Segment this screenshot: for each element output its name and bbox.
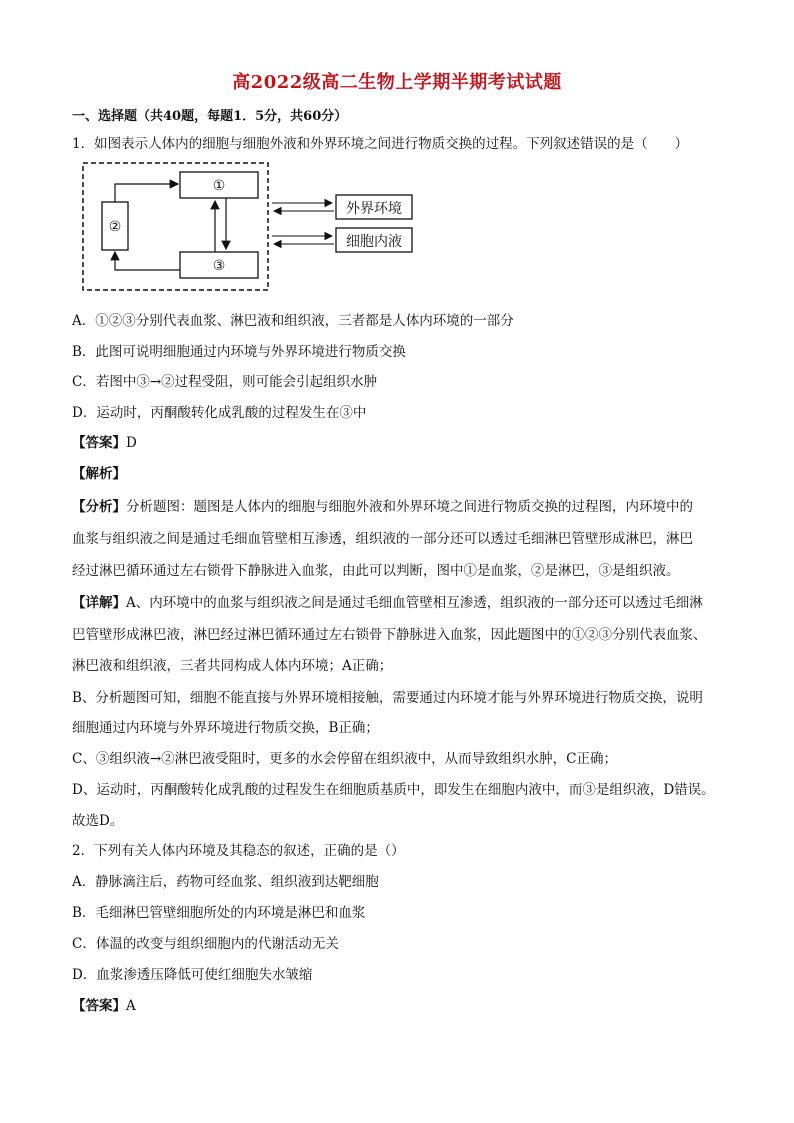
fenxi-line-1 [72,497,693,517]
xiangjie-line-3: 淋巴液和组织液，三者共同构成人体内环境；A正确； [72,658,393,674]
arrow-3-to-2 [115,252,180,270]
fenxi-label: 【分析】 [72,499,126,515]
xiangjie-line-2: 巴管壁形成淋巴液，淋巴经过淋巴循环通过左右锁骨下静脉进入血浆，因此题图中的①②③分别代表血浆、 [72,627,707,643]
q2-option-a: A．静脉滴注后，药物可经血浆、组织液到达靶细胞 [72,874,379,890]
q2-answer [72,996,136,1016]
xiangjie-line-1 [72,593,703,613]
q1-option-c: C．若图中③→②过程受阻，则可能会引起组织水肿 [72,374,378,390]
answer-label: 【答案】 [72,435,126,451]
xiangjie-line-6: C、③组织液→②淋巴液受阻时，更多的水会停留在组织液中，从而导致组织水肿，C正确； [72,751,617,767]
question-1-stem: 1．如图表示人体内的细胞与细胞外液和外界环境之间进行物质交换的过程。下列叙述错误的是（ ） [72,136,689,152]
box-3-label: ③ [212,258,226,274]
intracellular-fluid-label: 细胞内液 [346,234,402,250]
xiangjie-line-7: D、运动时，丙酮酸转化成乳酸的过程发生在细胞质基质中，即发生在细胞内液中，而③是组织液，D错误。 [72,782,715,798]
xiangjie-label: 【详解】 [72,595,126,611]
q2-option-d: D．血浆渗透压降低可使红细胞失水皱缩 [72,967,313,983]
q2-answer-label: 【答案】 [72,998,126,1014]
q2-option-c: C．体温的改变与组织细胞内的代谢活动无关 [72,936,339,952]
arrow-2-to-1 [115,184,178,202]
xiangjie-text-1: A、内环境中的血浆与组织液之间是通过毛细血管壁相互渗透，组织液的一部分还可以透过毛细淋 [126,595,703,611]
section-heading: 一、选择题（共40题，每题1．5分，共60分） [72,109,348,124]
q1-option-a: A．①②③分别代表血浆、淋巴液和组织液，三者都是人体内环境的一部分 [72,313,514,329]
fenxi-line-3: 经过淋巴循环通过左右锁骨下静脉进入血浆，由此可以判断，图中①是血浆，②是淋巴，③是组织液。 [72,563,680,579]
q1-option-d: D．运动时，丙酮酸转化成乳酸的过程发生在③中 [72,405,367,421]
answer-value: D [126,435,137,451]
outer-environment-label: 外界环境 [346,201,402,217]
q2-option-b: B．毛细淋巴管壁细胞所处的内环境是淋巴和血浆 [72,905,366,921]
xiangjie-line-8: 故选D。 [72,813,124,829]
question-2-stem: 2．下列有关人体内环境及其稳态的叙述，正确的是（） [72,843,405,859]
box-2-label: ② [108,219,122,235]
q1-option-b: B．此图可说明细胞通过内环境与外界环境进行物质交换 [72,344,406,360]
fenxi-text-1: 分析题图：题图是人体内的细胞与细胞外液和外界环境之间进行物质交换的过程图，内环境中的 [126,499,693,515]
xiangjie-line-5: 细胞通过内环境与外界环境进行物质交换，B正确； [72,720,379,736]
exchange-diagram [80,160,420,295]
xiangjie-line-4: B、分析题图可知，细胞不能直接与外界环境相接触，需要通过内环境才能与外界环境进行物质交换，说明 [72,690,703,706]
box-1-label: ① [212,178,226,194]
fenxi-line-2: 血浆与组织液之间是通过毛细血管壁相互渗透，组织液的一部分还可以透过毛细淋巴管壁形成淋巴，淋巴 [72,531,693,547]
q1-answer [72,433,137,453]
q2-answer-value: A [126,998,136,1014]
page-title: 高2022级高二生物上学期半期考试试题 [232,72,562,93]
analysis-label: 【解析】 [72,466,126,482]
